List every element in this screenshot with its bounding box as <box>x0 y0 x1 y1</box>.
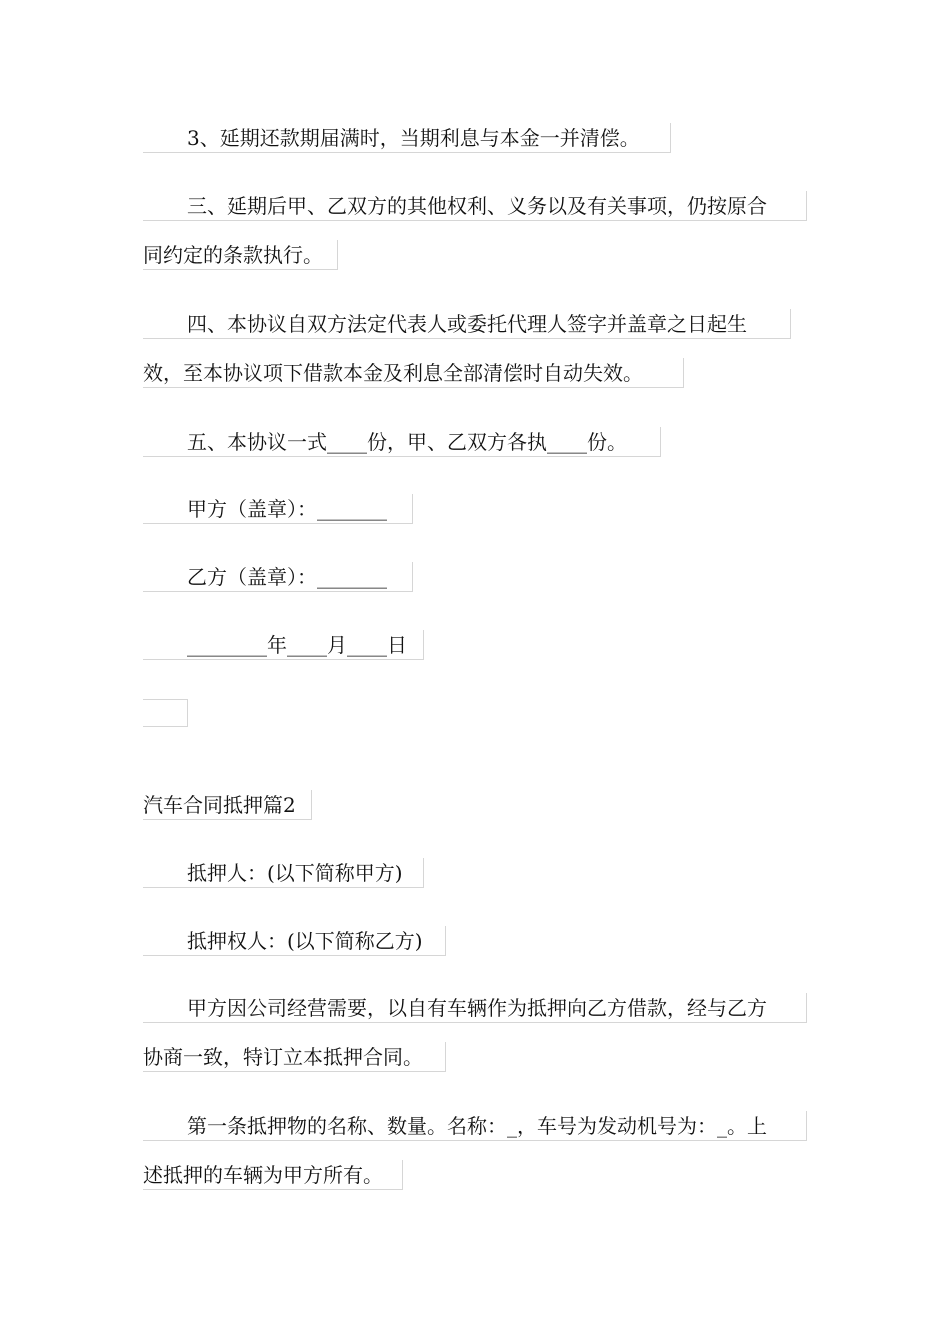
article-one-line-2: 述抵押的车辆为甲方所有。 <box>143 1160 403 1190</box>
party-a-seal-line: 甲方（盖章）：_______ <box>143 494 413 524</box>
article-one-line-1: 第一条抵押物的名称、数量。名称：_，车号为发动机号为：_。上 <box>143 1111 807 1141</box>
preamble-line-1: 甲方因公司经营需要，以自有车辆作为抵押向乙方借款，经与乙方 <box>143 993 807 1023</box>
clause-five-text: 五、本协议一式____份，甲、乙双方各执____份。 <box>143 427 661 457</box>
preamble-line-2: 协商一致，特订立本抵押合同。 <box>143 1042 446 1072</box>
date-line: ________年____月____日 <box>143 630 424 660</box>
clause-four-line-2: 效，至本协议项下借款本金及利息全部清偿时自动失效。 <box>143 358 684 388</box>
clause-3-text: 3、延期还款期届满时，当期利息与本金一并清偿。 <box>143 123 671 153</box>
section-heading: 汽车合同抵押篇2 <box>143 790 312 820</box>
mortgagee-line: 抵押权人：(以下简称乙方) <box>143 926 446 956</box>
clause-three-line-1: 三、延期后甲、乙双方的其他权利、义务以及有关事项，仍按原合 <box>143 191 807 221</box>
clause-four-line-1: 四、本协议自双方法定代表人或委托代理人签字并盖章之日起生 <box>143 309 791 339</box>
party-b-seal-line: 乙方（盖章）：_______ <box>143 562 413 592</box>
empty-text-box <box>143 699 188 727</box>
clause-three-line-2: 同约定的条款执行。 <box>143 240 338 270</box>
mortgagor-line: 抵押人：(以下简称甲方) <box>143 858 424 888</box>
